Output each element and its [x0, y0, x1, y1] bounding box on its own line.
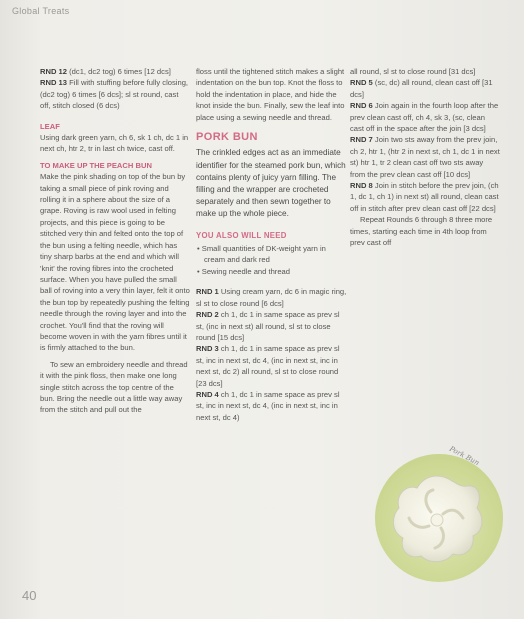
- round-13: [40, 77, 190, 111]
- round-text: ch 1, dc 1 in same space as prev sl st, (inc in next st) all round, sl st to close round [15 dcs]: [196, 310, 340, 342]
- round-text: Using cream yarn, dc 6 in magic ring, sl st to close round [6 dcs]: [196, 287, 347, 308]
- column-left: [40, 66, 190, 416]
- column-right: [350, 66, 500, 249]
- round-12: [40, 66, 190, 77]
- pork-bun-photo: [367, 438, 507, 588]
- round-6: [350, 100, 500, 134]
- round-text: Fill with stuffing before fully closing, (dc2 tog) 6 times [6 dcs]; sl st round, cast off, stitch closed (6 dcs): [40, 78, 189, 111]
- leaf-instructions: Using dark green yarn, ch 6, sk 1 ch, dc 1 in next ch, htr 2, tr in last ch twice, cast off.: [40, 133, 189, 154]
- materials-item: • Small quantities of DK-weight yarn in cream and dark red: [197, 244, 326, 265]
- round-text: Join again in the fourth loop after the prev clean cast off, ch 4, sk 3, (sc, clean cast off in the space after the join [3 dcs]: [350, 101, 499, 134]
- pork-bun-illustration: [367, 438, 507, 588]
- round-text: Join in stitch before the prev join, (ch 1, dc 1, ch 1) in next st) all round, clean cast off in stitch after prev clean cast off [22 dcs]: [350, 181, 499, 213]
- peach-makeup-heading: TO MAKE UP THE PEACH BUN: [40, 160, 152, 170]
- round-label: RND 13: [40, 78, 68, 88]
- materials-heading: YOU ALSO WILL NEED: [196, 230, 287, 240]
- materials-list: [196, 243, 348, 277]
- page-number: 40: [22, 588, 37, 603]
- round-3: [196, 343, 348, 389]
- round-label: RND 2: [196, 310, 219, 320]
- round-5: [350, 77, 500, 100]
- round-7: [350, 134, 500, 180]
- pork-bun-intro: The crinkled edges act as an immediate identifier for the steamed pork bun, which contains plenty of juicy yarn filling. The filling and the wrapper are crocheted separately and then sewn together to make up the whole piece.: [196, 148, 346, 219]
- round-label: RND 1: [196, 287, 219, 297]
- round-8: [350, 180, 500, 214]
- round-text: (dc1, dc2 tog) 6 times [12 dcs]: [69, 67, 171, 76]
- peach-makeup-paragraph-2: To sew an embroidery needle and thread it with the pink floss, then make one long single stitch across the top centre of the bun. Bring the needle out a little way away from the stitch and pull out the: [40, 359, 188, 415]
- round-label: RND 5: [350, 78, 373, 88]
- round-label: RND 7: [350, 135, 373, 145]
- round-label: RND 4: [196, 389, 219, 399]
- round-text: ch 1, dc 1 in same space as prev sl st, inc in next st, dc 4, (inc in next st, inc in next st, dc 2) all round, sl st to close round [23 dcs]: [196, 344, 340, 388]
- photo-caption: Pork Bun: [448, 444, 481, 468]
- round-label: RND 12: [40, 67, 68, 76]
- peach-makeup-paragraph-1: Make the pink shading on top of the bun by taking a small piece of pink roving and rolling it in a sphere about the size of a grape. Roving is raw wool used in felting projects, and this piece is going to be stitched very thin and felted onto the top of the bun using a felting needle, which has tiny sharp barbs at the end and which will 'knit' the roving fibres into the crocheted surface. When you have pulled the small ball of roving into a very thin layer, felt it onto the bun top by repeatedly pushing the felting needle through the roving layer and into the crochet. You'll find that the roving will become woven in with the yarn fibres until it is firmly attached to the bun.: [40, 172, 190, 353]
- continued-paragraph: floss until the tightened stitch makes a slight indentation on the bun top. Knot the floss to hold the indentation in place, and hide the knot inside the bun. Finally, sew the leaf into place using a sewing needle and thread.: [196, 67, 345, 122]
- round-label: RND 6: [350, 101, 373, 111]
- round-text: Join two sts away from the prev join, ch 2, htr 1, (htr 2 in next st, ch 1, dc 1 in next st) htr 1, tr 2 clean cast off two sts away from the prev clean cast off [10 dcs]: [350, 135, 500, 179]
- leaf-heading: LEAF: [40, 121, 60, 131]
- pork-bun-title: PORK BUN: [196, 131, 258, 144]
- repeat-instruction: Repeat Rounds 6 through 8 three more times, starting each time in 4th loop from prev cast off: [350, 215, 493, 248]
- column-middle: [196, 66, 348, 423]
- round-4: [196, 389, 348, 423]
- round-2: [196, 309, 348, 343]
- round-label: RND 3: [196, 344, 219, 354]
- round-1: [196, 286, 348, 309]
- round-text: ch 1, dc 1 in same space as prev sl st, inc in next st, dc 4, (inc in next st, inc in next st, dc 4): [196, 389, 340, 422]
- materials-item: • Sewing needle and thread: [197, 266, 291, 276]
- running-header: Global Treats: [12, 6, 70, 16]
- continued-round-text: all round, sl st to close round [31 dcs]: [350, 67, 476, 76]
- round-text: (sc, dc) all round, clean cast off [31 dcs]: [350, 78, 493, 99]
- round-label: RND 8: [350, 181, 373, 191]
